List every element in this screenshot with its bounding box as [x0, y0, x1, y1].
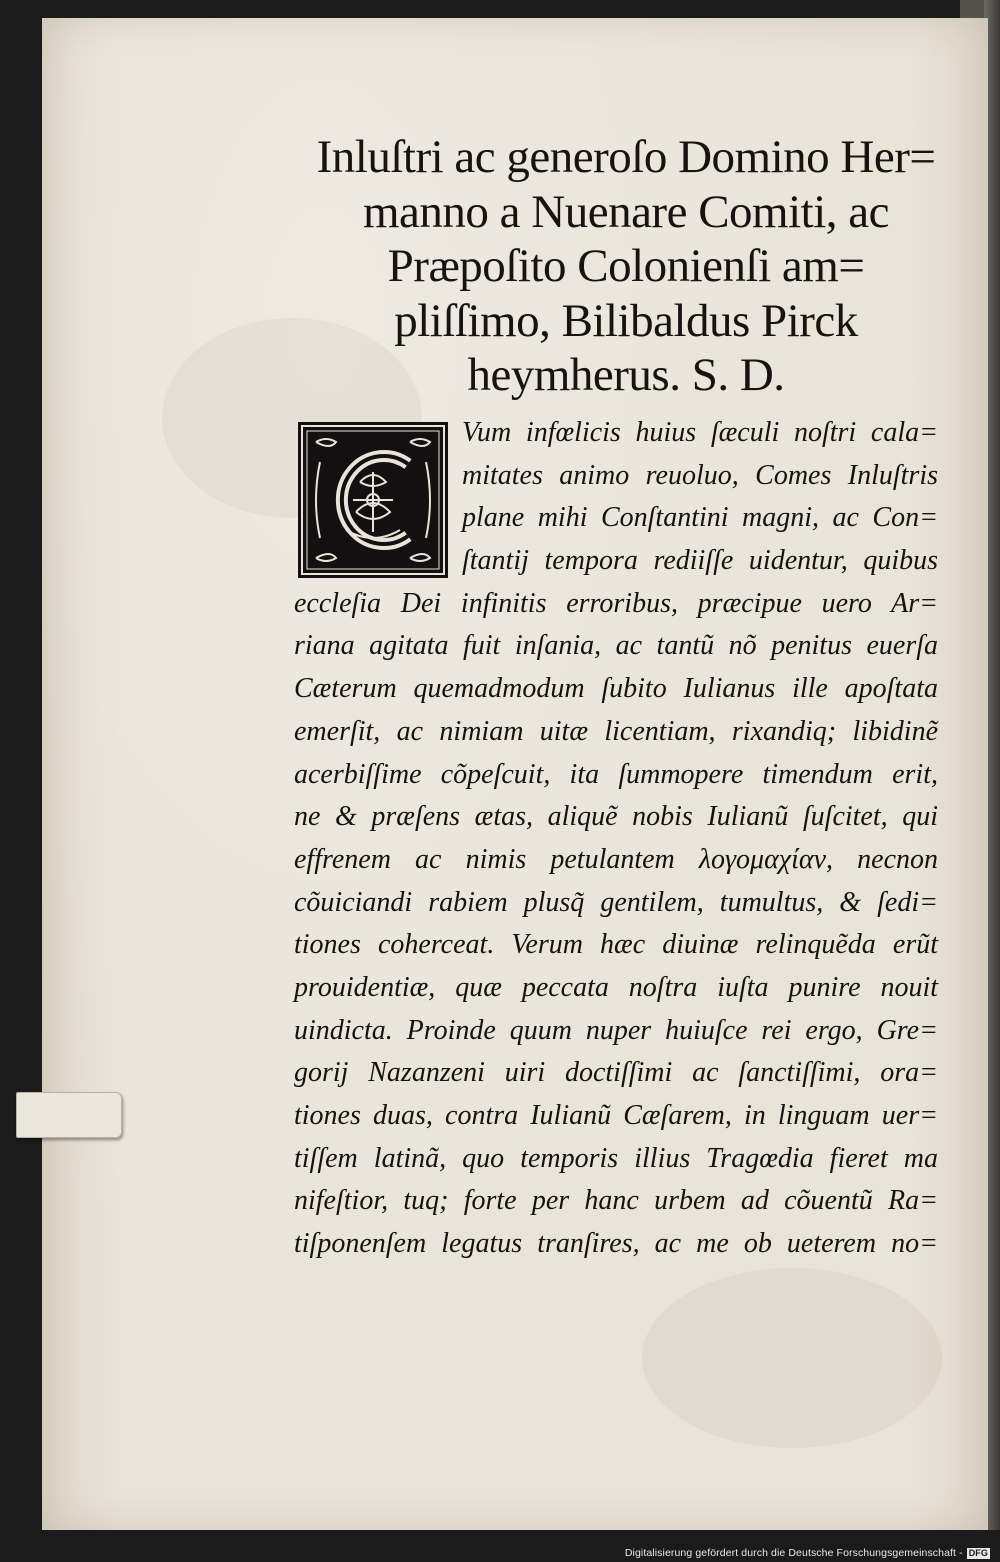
- text-line: cõuiciandi rabiem plusq̃ gentilem, tumultus, & ſedi=: [294, 886, 938, 918]
- text-line: ne & præſens ætas, aliquẽ nobis Iulianũ ſuſcitet, qui: [294, 801, 938, 833]
- text-line: tiones duas, contra Iulianũ Cæſarem, in linguam uer=: [294, 1100, 938, 1131]
- text-line: tiones coherceat. Verum hæc diuinæ relinquẽda erũt: [294, 929, 938, 961]
- digitization-credit: [625, 1547, 990, 1559]
- dedication-heading: [296, 130, 956, 403]
- letter-body: [294, 412, 938, 1266]
- text-line: prouidentiæ, quæ peccata noſtra iuſta punire nouit: [294, 971, 938, 1003]
- text-line: nifeſtior, tuq; forte per hanc urbem ad cõuentũ Ra=: [294, 1185, 938, 1217]
- credit-text: Digitalisierung gefördert durch die Deutsche Forschungsgemeinschaft -: [624, 1547, 963, 1559]
- text-line: tiſponenſem legatus tranſires, ac me ob ueterem no=: [294, 1228, 938, 1260]
- text-line: emerſit, ac nimiam uitæ licentiam, rixandiq; libidinẽ: [294, 715, 938, 747]
- heading-line: manno a Nuenare Comiti, ac: [362, 185, 889, 238]
- text-line: ſtantij tempora rediiſſe uidentur, quibus: [462, 545, 938, 577]
- text-line: uindicta. Proinde quum nuper huiuſce rei ergo, Gre=: [294, 1014, 938, 1046]
- heading-line: pliſſimo, Bilibaldus Pirck: [394, 294, 858, 347]
- text-line: mitates animo reuoluo, Comes Inluſtris: [462, 459, 938, 491]
- page-stain: [642, 1268, 942, 1448]
- text-line: Cæterum quemadmodum ſubito Iulianus ille apoſtata: [294, 673, 938, 705]
- heading-line: heymherus. S. D.: [467, 349, 785, 401]
- text-line: gorij Nazanzeni uiri doctiſſimi ac ſanctiſſimi, ora=: [294, 1057, 938, 1089]
- text-line: plane mihi Conſtantini magni, ac Con=: [462, 502, 938, 534]
- paper-tab-marker: [16, 1092, 122, 1138]
- text-line: tiſſem latinã, quo temporis illius Tragœdia fieret ma: [294, 1142, 938, 1174]
- text-line: effrenem ac nimis petulantem λογομαχίαν, necnon: [294, 843, 938, 875]
- text-line: eccleſia Dei infinitis erroribus, præcipue uero Ar=: [294, 587, 938, 619]
- text-line: riana agitata fuit inſania, ac tantũ nõ penitus euerſa: [294, 630, 938, 662]
- text-line: Vum infœlicis huius ſæculi noſtri cala=: [462, 417, 938, 448]
- heading-line: Præpoſito Colonienſi am=: [387, 240, 865, 292]
- text-line: acerbiſſime cõpeſcuit, ita ſummopere timendum erit,: [294, 758, 938, 790]
- heading-line: Inluſtri ac generoſo Domino Her=: [316, 131, 936, 183]
- dfg-logo: DFG: [968, 1548, 988, 1558]
